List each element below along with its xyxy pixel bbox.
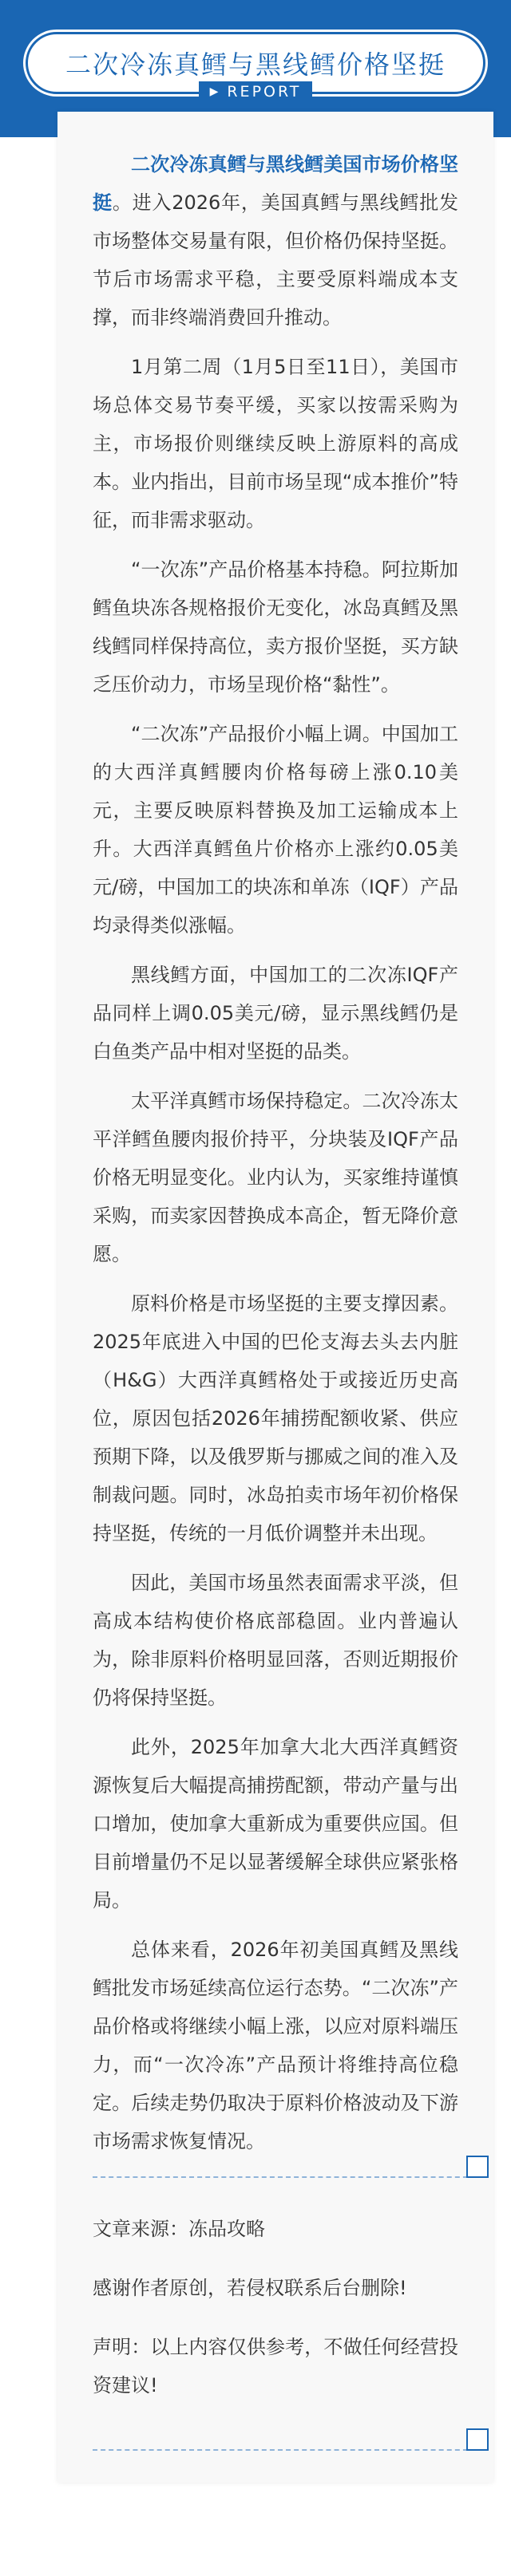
paragraph-3: “一次冻”产品价格基本持稳。阿拉斯加鳕鱼块冻各规格报价无变化，冰岛真鳕及黑线鳕同样保持高位，卖方报价坚挺，买方缺乏压价动力，市场呈现价格“黏性”。 bbox=[93, 558, 458, 696]
source-note: 文章来源：冻品攻略 bbox=[93, 2218, 265, 2240]
report-label-row bbox=[0, 80, 511, 104]
square-ornament-icon bbox=[466, 2156, 489, 2178]
paragraph-9: 此外，2025年加拿大北大西洋真鳕资源恢复后大幅提高捕捞配额，带动产量与出口增加，使加拿大重新成为重要供应国。但目前增量仍不足以显著缓解全球供应紧张格局。 bbox=[93, 1736, 458, 1911]
square-ornament-icon bbox=[466, 2428, 489, 2451]
article-card bbox=[57, 112, 493, 2483]
thanks-note: 感谢作者原创，若侵权联系后台删除! bbox=[93, 2277, 407, 2299]
report-label: REPORT bbox=[227, 83, 302, 101]
report-chip bbox=[199, 81, 313, 102]
dashed-divider bbox=[93, 2176, 476, 2178]
arrow-right-icon: ▶ bbox=[209, 85, 221, 98]
paragraph-8: 因此，美国市场虽然表面需求平淡，但高成本结构使价格底部稳固。业内普遍认为，除非原料价格明显回落，否则近期报价仍将保持坚挺。 bbox=[93, 1572, 458, 1709]
paragraph-4: “二次冻”产品报价小幅上调。中国加工的大西洋真鳕腰肉价格每磅上涨0.10美元，主要反映原料替换及加工运输成本上升。大西洋真鳕鱼片价格亦上涨约0.05美元/磅，中国加工的块冻和单冻（IQF）产品均录得类似涨幅。 bbox=[93, 723, 458, 937]
disclaimer-note: 声明：以上内容仅供参考，不做任何经营投资建议! bbox=[93, 2336, 458, 2397]
paragraph-2: 1月第二周（1月5日至11日），美国市场总体交易节奏平缓，买家以按需采购为主，市场报价则继续反映上游原料的高成本。业内指出，目前市场呈现“成本推价”特征，而非需求驱动。 bbox=[93, 356, 458, 531]
paragraph-6: 太平洋真鳕市场保持稳定。二次冷冻太平洋鳕鱼腰肉报价持平，分块装及IQF产品价格无明显变化。业内认为，买家维持谨慎采购，而卖家因替换成本高企，暂无降价意愿。 bbox=[93, 1090, 458, 1265]
footer-notes bbox=[93, 2210, 458, 2404]
paragraph-1-text: 。进入2026年，美国真鳕与黑线鳕批发市场整体交易量有限，但价格仍保持坚挺。节后市场需求平稳，主要受原料端成本支撑，而非终端消费回升推动。 bbox=[93, 191, 459, 329]
paragraph-5: 黑线鳕方面，中国加工的二次冻IQF产品同样上调0.05美元/磅，显示黑线鳕仍是白鱼类产品中相对坚挺的品类。 bbox=[93, 964, 458, 1063]
paragraph-10: 总体来看，2026年初美国真鳕及黑线鳕批发市场延续高位运行态势。“二次冻”产品价格或将继续小幅上涨，以应对原料端压力，而“一次冷冻”产品预计将维持高位稳定。后续走势仍取决于原料价格波动及下游市场需求恢复情况。 bbox=[93, 1939, 458, 2152]
page-title: 二次冷冻真鳕与黑线鳕价格坚挺 bbox=[65, 49, 446, 80]
lead-headline: 二次冷冻真鳕与黑线鳕美国市场价格坚挺 bbox=[93, 153, 458, 214]
paragraph-1 bbox=[93, 145, 458, 337]
paragraph-7: 原料价格是市场坚挺的主要支撑因素。2025年底进入中国的巴伦支海去头去内脏（H&G）大西洋真鳕格处于或接近历史高位，原因包括2026年捕捞配额收紧、供应预期下降，以及俄罗斯与挪威之间的准入及制裁问题。同时，冰岛拍卖市场年初价格保持坚挺，传统的一月低价调整并未出现。 bbox=[93, 1292, 458, 1544]
dashed-divider-bottom bbox=[93, 2449, 476, 2451]
